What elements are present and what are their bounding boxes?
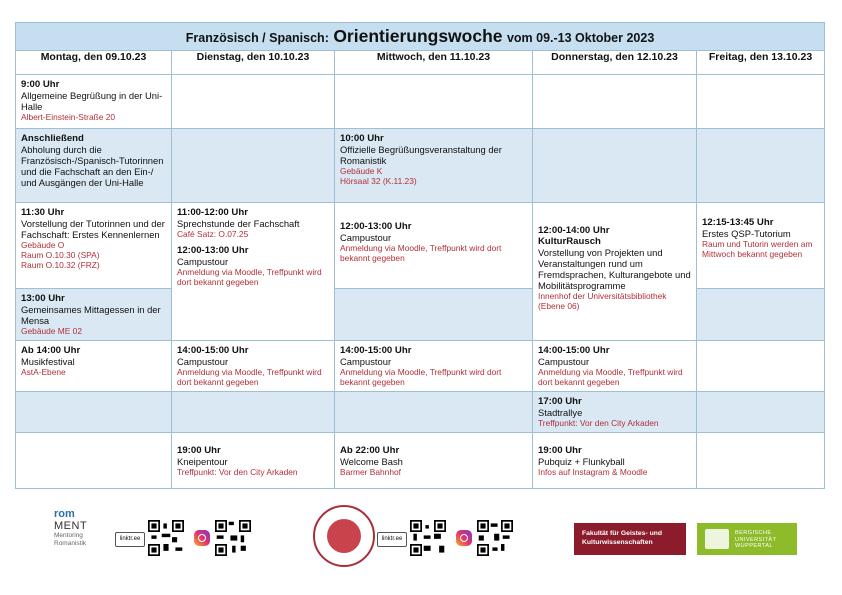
event-title: Offizielle Begrüßungsveranstaltung der Romanistik [340, 144, 502, 166]
day-header-thursday: Donnerstag, den 12.10.23 [533, 51, 697, 75]
event-cell [697, 203, 825, 289]
empty-cell [335, 392, 533, 433]
event-cell [335, 203, 533, 289]
fachschaft-seal-logo [313, 505, 375, 567]
event-title: Stadtrallye [538, 407, 583, 418]
event-location: Anmeldung via Moodle, Treffpunkt wird dort bekannt gegeben [538, 367, 683, 387]
event-title: Welcome Bash [340, 456, 403, 467]
romment-logo: rom MENT Mentoring Romanistik [54, 508, 88, 547]
event-cell [16, 289, 172, 341]
event-location: Gebäude ME 02 [21, 326, 82, 336]
empty-cell [335, 75, 533, 129]
event-title: Campustour [538, 356, 590, 367]
qr-code-icon [410, 520, 446, 556]
event-subtitle: KulturRausch [538, 236, 601, 247]
event-location: Treffpunkt: Vor den City Arkaden [177, 467, 298, 477]
event-title: Erstes QSP-Tutorium [702, 228, 791, 239]
event-cell [172, 341, 335, 392]
event-location: Treffpunkt: Vor den City Arkaden [538, 418, 659, 428]
empty-cell [697, 75, 825, 129]
empty-cell [172, 392, 335, 433]
event-time: 9:00 Uhr [21, 79, 60, 90]
schedule-title [16, 23, 825, 51]
event-location: AstA-Ebene [21, 367, 66, 377]
event-title: Vorstellung der Tutorinnen und der Fachschaft: Erstes Kennenlernen [21, 218, 165, 240]
schedule-table [15, 22, 825, 489]
schedule-sheet [15, 22, 824, 489]
event-location: Anmeldung via Moodle, Treffpunkt wird dort bekannt gegeben [340, 367, 502, 387]
empty-cell [533, 75, 697, 129]
event-time: Ab 22:00 Uhr [340, 445, 400, 456]
event-location: Hörsaal 32 (K.11.23) [340, 176, 417, 186]
event-location: Gebäude O [21, 240, 65, 250]
empty-cell [697, 129, 825, 203]
event-location: Albert-Einstein-Straße 20 [21, 112, 116, 122]
empty-cell [697, 433, 825, 489]
empty-cell [172, 129, 335, 203]
day-header-monday: Montag, den 09.10.23 [16, 51, 172, 75]
event-time: 17:00 Uhr [538, 396, 582, 407]
empty-cell [697, 289, 825, 341]
empty-cell [697, 392, 825, 433]
title-main: Orientierungswoche [333, 26, 503, 46]
event-time: Ab 14:00 Uhr [21, 345, 81, 356]
event-cell [533, 433, 697, 489]
event-time: 10:00 Uhr [340, 133, 384, 144]
event-location: Raum O.10.32 (FRZ) [21, 260, 100, 270]
qr-code-icon [477, 520, 513, 556]
event-cell [16, 203, 172, 289]
title-suffix: vom 09.-13 Oktober 2023 [506, 31, 655, 45]
event-title: Gemeinsames Mittagessen in der Mensa [21, 304, 161, 326]
event-cell [533, 392, 697, 433]
instagram-icon [194, 530, 210, 546]
qr-code-icon [148, 520, 184, 556]
linktree-icon: linktr.ee [115, 532, 145, 547]
event-title: Abholung durch die Französisch-/Spanisch-Tutorinnen und die Fachschaft an den Ein-/ und Ausgängen der Uni-Halle [21, 144, 164, 188]
event-title: Vorstellung von Projekten und Veranstaltungen rund um Fremdsprachen, Kulturangebote und Mobilitätsprogramme [538, 247, 691, 291]
event-time: 13:00 Uhr [21, 293, 65, 304]
event-location: Anmeldung via Moodle, Treffpunkt wird dort bekannt gegeben [177, 267, 322, 287]
event-title: Allgemeine Begrüßung in der Uni-Halle [21, 90, 163, 112]
event-time: 19:00 Uhr [177, 445, 221, 456]
event-time: 19:00 Uhr [538, 445, 582, 456]
event-cell [335, 341, 533, 392]
event-time: 12:00-13:00 Uhr [340, 221, 412, 232]
instagram-icon [456, 530, 472, 546]
event-location: Raum O.10.30 (SPA) [21, 250, 100, 260]
event-location: Innenhof der Universitätsbibliothek (Ebene 06) [538, 291, 667, 311]
empty-cell [16, 433, 172, 489]
event-title: Campustour [177, 256, 229, 267]
event-cell [16, 75, 172, 129]
event-time: 12:15-13:45 Uhr [702, 217, 774, 228]
event-title: Campustour [340, 356, 392, 367]
event-location: Anmeldung via Moodle, Treffpunkt wird dort bekannt gegeben [177, 367, 322, 387]
empty-cell [335, 289, 533, 341]
event-time: 14:00-15:00 Uhr [340, 345, 412, 356]
event-cell [172, 433, 335, 489]
faculty-logo: Fakultät für Geistes- und Kulturwissenschaften [574, 523, 686, 555]
empty-cell [172, 75, 335, 129]
event-time: 14:00-15:00 Uhr [538, 345, 610, 356]
event-time: 11:30 Uhr [21, 207, 65, 218]
event-title: Sprechstunde der Fachschaft [177, 218, 300, 229]
event-cell [533, 203, 697, 341]
event-time: 14:00-15:00 Uhr [177, 345, 249, 356]
event-cell [172, 203, 335, 341]
event-location: Anmeldung via Moodle, Treffpunkt wird dort bekannt gegeben [340, 243, 502, 263]
event-cell [533, 341, 697, 392]
event-cell [335, 433, 533, 489]
event-title: Kneipentour [177, 456, 228, 467]
day-header-tuesday: Dienstag, den 10.10.23 [172, 51, 335, 75]
event-location: Café Satz: O.07.25 [177, 229, 249, 239]
event-location: Gebäude K [340, 166, 383, 176]
university-logo: BERGISCHE UNIVERSITÄT WUPPERTAL [697, 523, 797, 555]
event-location: Raum und Tutorin werden am Mittwoch bekannt gegeben [702, 239, 813, 259]
empty-cell [697, 341, 825, 392]
event-cell [335, 129, 533, 203]
empty-cell [533, 129, 697, 203]
event-time: 11:00-12:00 Uhr [177, 207, 248, 218]
day-header-friday: Freitag, den 13.10.23 [697, 51, 825, 75]
linktree-icon: linktr.ee [377, 532, 407, 547]
footer-logos [0, 500, 842, 570]
event-time: 12:00-13:00 Uhr [177, 245, 249, 256]
event-title: Campustour [340, 232, 392, 243]
event-title: Musikfestival [21, 356, 75, 367]
event-location: Barmer Bahnhof [340, 467, 401, 477]
event-location: Infos auf Instagram & Moodle [538, 467, 648, 477]
day-header-wednesday: Mittwoch, den 11.10.23 [335, 51, 533, 75]
event-title: Campustour [177, 356, 229, 367]
qr-code-icon [215, 520, 251, 556]
event-title: Pubquiz + Flunkyball [538, 456, 625, 467]
event-cell [16, 129, 172, 203]
title-prefix: Französisch / Spanisch: [185, 31, 329, 45]
event-time: Anschließend [21, 133, 84, 144]
event-cell [16, 341, 172, 392]
event-time: 12:00-14:00 Uhr [538, 225, 610, 236]
empty-cell [16, 392, 172, 433]
university-crest-icon [705, 529, 729, 549]
